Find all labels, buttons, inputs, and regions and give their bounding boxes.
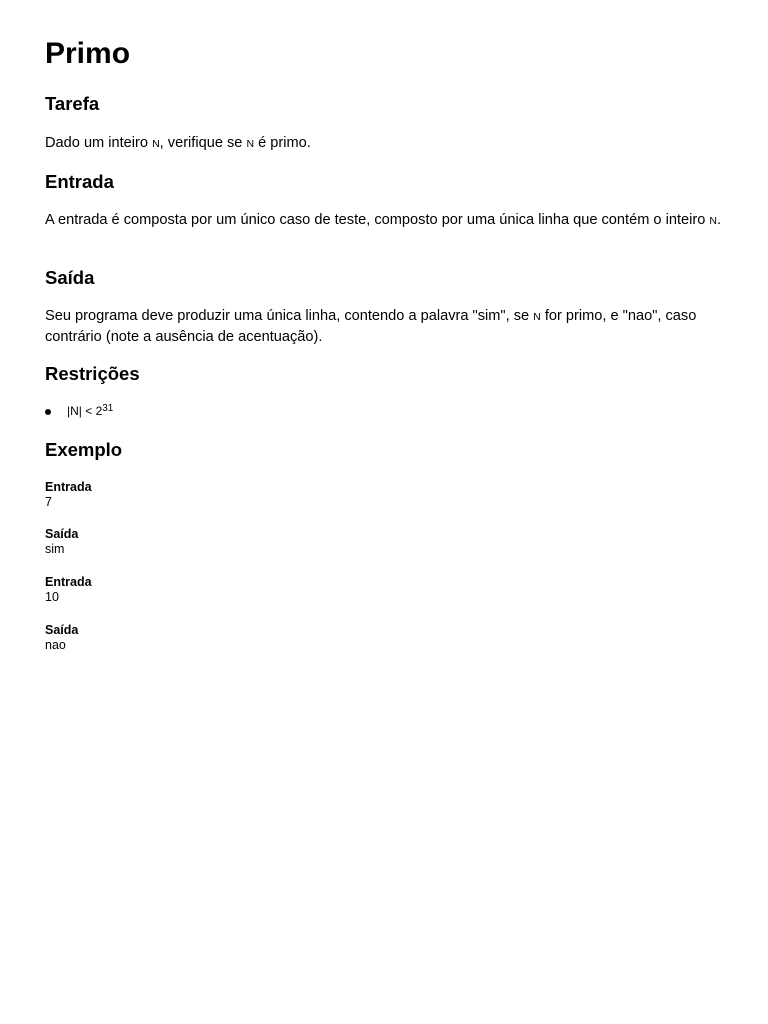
section-heading-tarefa: Tarefa xyxy=(45,93,100,114)
example-input-label: Entrada xyxy=(45,575,92,589)
example-output-label: Saída xyxy=(45,623,79,637)
section-heading-restricoes: Restrições xyxy=(45,363,140,384)
example-output-label: Saída xyxy=(45,527,79,541)
saida-text-part: for primo, e "nao", caso contrário (note a ausência de acentuação). xyxy=(45,308,697,345)
tarefa-text xyxy=(45,133,725,154)
tarefa-text-part: Dado um inteiro xyxy=(45,135,153,151)
section-heading-exemplo: Exemplo xyxy=(45,439,123,460)
variable-n: N xyxy=(246,138,255,150)
saida-text-part: Seu programa deve produzir uma única linha, contendo a palavra "sim", se xyxy=(45,308,534,324)
page-title: Primo xyxy=(45,37,131,70)
section-heading-saida: Saída xyxy=(45,267,95,288)
tarefa-text-part: , verifique se xyxy=(159,135,247,151)
example-input-value: 10 xyxy=(45,590,59,604)
variable-n: N xyxy=(152,138,160,150)
section-heading-entrada: Entrada xyxy=(45,171,114,192)
example-output-value: nao xyxy=(45,638,66,652)
constraint-exponent: 31 xyxy=(102,403,114,414)
example-input-value: 7 xyxy=(45,495,52,509)
constraint-base: |N| < 2 xyxy=(67,404,103,418)
constraint-item xyxy=(67,403,113,419)
saida-text xyxy=(45,306,725,347)
example-output-value: sim xyxy=(45,542,65,556)
variable-n: N xyxy=(709,215,717,227)
entrada-text-part: A entrada é composta por um único caso de teste, composto por uma única linha que contém o inteiro xyxy=(45,212,710,228)
entrada-text-part: . xyxy=(717,212,722,228)
entrada-text xyxy=(45,210,725,231)
variable-n: N xyxy=(533,311,541,323)
example-input-label: Entrada xyxy=(45,480,92,494)
tarefa-text-part: é primo. xyxy=(254,135,311,151)
bullet-icon xyxy=(45,409,51,415)
